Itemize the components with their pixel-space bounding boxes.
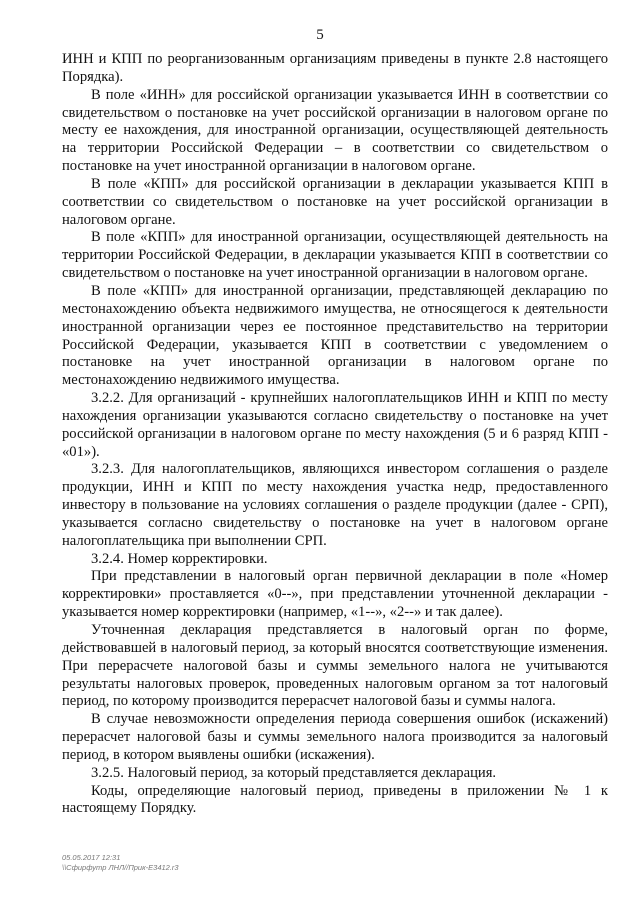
- paragraph: ИНН и КПП по реорганизованным организациям приведены в пункте 2.8 настоящего Порядка).: [62, 51, 608, 85]
- footer-file-path: \\Сфирфутр ЛНЛ//Прик-Е3412.r3: [62, 863, 179, 872]
- paragraph: В поле «ИНН» для российской организации указывается ИНН в соответствии со свидетельством о постановке на учет российской организации в налоговом органе по месту ее нахождения, для иностранной организации, осуществляющей деятельность на территории Российской Федерации – в соответствии со свидетельством о постановке на учет иностранной организации в налоговом органе.: [62, 86, 608, 175]
- paragraph: 3.2.3. Для налогоплательщиков, являющихся инвестором соглашения о разделе продукции, ИНН и КПП по месту нахождения участка недр, предоставленного инвестору в пользование на условиях соглашения о разделе продукции (далее - СРП), указывается согласно свидетельству о постановке на учет в налоговом органе налогоплательщика при выполнении СРП.: [62, 461, 608, 549]
- paragraph: 3.2.2. Для организаций - крупнейших налогоплательщиков ИНН и КПП по месту нахождения организации указываются согласно свидетельству о постановке на учет российской организации в налоговом органе по месту нахождения (5 и 6 разряд КПП - «01»).: [62, 390, 608, 460]
- paragraph: 3.2.5. Налоговый период, за который представляется декларация.: [91, 764, 497, 781]
- paragraph: Уточненная декларация представляется в налоговый орган по форме, действовавшей в налоговый период, за который вносятся соответствующие изменения. При перерасчете налоговой базы и суммы земельного налога не учитываются результаты налоговых проверок, проведенных налоговым органом за тот налоговый период, по которому производится перерасчет налоговой базы и суммы налога.: [62, 622, 608, 710]
- paragraph: При представлении в налоговый орган первичной декларации в поле «Номер корректировки» проставляется «0--», при представлении уточненной декларации - указывается номер корректировки (например, «1--», «2--» и так далее).: [62, 568, 608, 621]
- footer-timestamp: 05.05.2017 12:31: [62, 853, 121, 862]
- document-body: [62, 51, 608, 818]
- file-footer: [62, 853, 179, 873]
- paragraph: В случае невозможности определения периода совершения ошибок (искажений) перерасчет налоговой базы и суммы земельного налога производится за налоговый период, в котором выявлены ошибки (искажения).: [62, 711, 608, 763]
- paragraph: В поле «КПП» для иностранной организации, осуществляющей деятельность на территории Российской Федерации, в декларации указывается КПП в соответствии со свидетельством о постановке на учет иностранной организации в налоговом органе.: [62, 229, 608, 282]
- paragraph: В поле «КПП» для российской организации в декларации указывается КПП в соответствии со свидетельством о постановке на учет российской организации в налоговом органе.: [62, 175, 608, 228]
- page-number: 5: [316, 27, 324, 43]
- paragraph: В поле «КПП» для иностранной организации, представляющей декларацию по местонахождению объекта недвижимого имущества, не относящегося к деятельности иностранной организации через ее постоянное представительство на территории Российской Федерации, указывается КПП в соответствии с уведомлением о постановке на учет иностранной организации в налоговом органе по местонахождению недвижимого имущества.: [62, 282, 608, 389]
- paragraph: Коды, определяющие налоговый период, приведены в приложении № 1 к настоящему Порядку.: [62, 782, 608, 817]
- paragraph: 3.2.4. Номер корректировки.: [91, 550, 268, 567]
